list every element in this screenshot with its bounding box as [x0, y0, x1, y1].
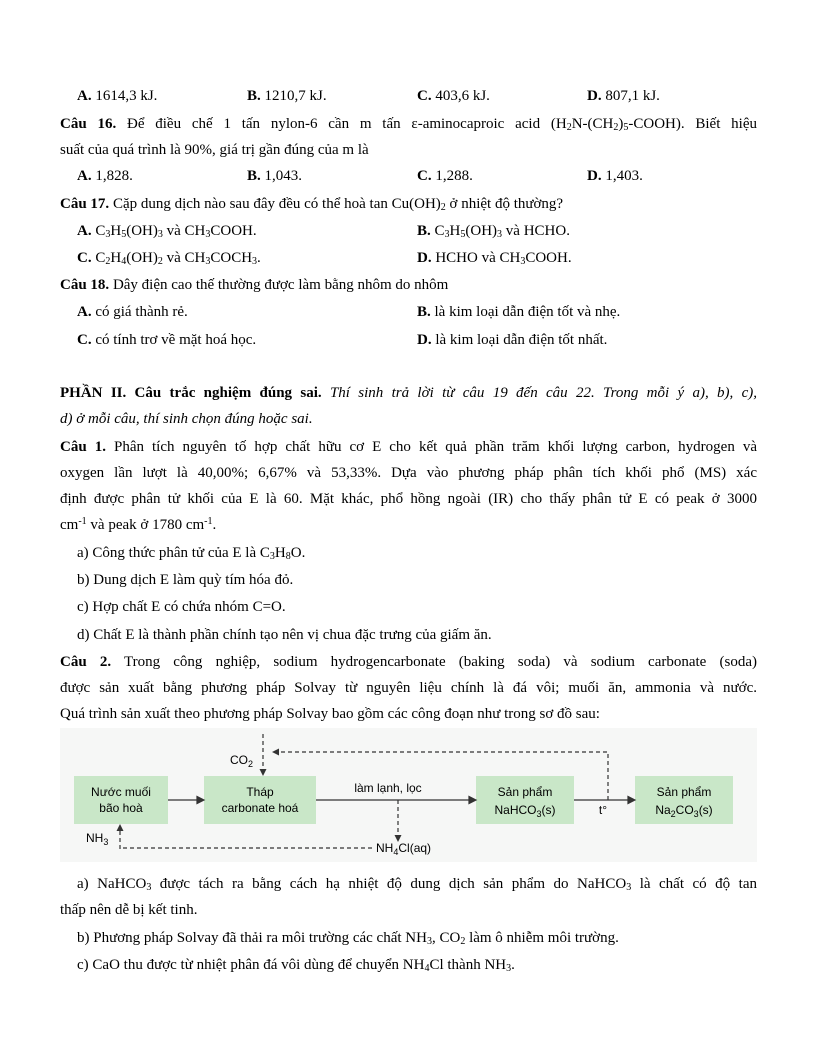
p1-line2: oxygen lần lượt là 40,00%; 6,67% và 53,33%. Dựa vào phương pháp phân tích khối phổ (MS) xác — [60, 465, 757, 481]
box-carbonation-tower — [204, 776, 316, 824]
p1-statement-a: a) Công thức phân tử của E là $C_3H_8O$. — [77, 545, 306, 562]
box1-label-2: bão hoà — [99, 801, 143, 815]
q17-stem: Câu 17. Cặp dung dịch nào sau đây đều có thể hoà $\tan Cu(OH)_2$ ở nhiệt độ thường? — [60, 196, 564, 213]
q17-option-b: B. $C_3H_5(OH)_3$ và HCHO. — [417, 223, 570, 240]
part2-heading: PHẦN II. Câu trắc nghiệm đúng sai. Thí sinh trả lời từ câu 19 đến câu 22. Trong mỗi ý a), b), c), — [60, 385, 757, 401]
q18-stem: Câu 18. Dây điện cao thế thường được làm bằng nhôm do nhôm — [60, 277, 449, 293]
co2-label: $CO_2$ — [230, 753, 254, 769]
p1-statement-c: c) Hợp chất E có chứa nhóm C=O. — [77, 599, 286, 615]
q16-stem-line2: suất của quá trình là 90%, giá trị gần đúng của m là — [60, 142, 369, 158]
box2-label-1: Tháp — [246, 785, 274, 799]
p1-statement-b: b) Dung dịch E làm quỳ tím hóa đỏ. — [77, 572, 294, 588]
p1-line1: Câu 1. Phân tích nguyên tố hợp chất hữu cơ E cho kết quả phần trăm khối lượng carbon, hydrogen và — [60, 439, 758, 455]
p2-statement-c: c) CaO thu được từ nhiệt phân đá vôi dùng để chuyển $NH_4Cl$ thành $NH_3$. — [77, 957, 515, 974]
box4-label-1: Sản phẩm — [656, 785, 712, 799]
q18-option-d: D. là kim loại dẫn điện tốt nhất. — [417, 332, 608, 348]
q17-option-c: C. $C_2H_4(OH)_2$ và $CH_3COCH_3$. — [77, 250, 261, 267]
p2-line2: được sản xuất bằng phương pháp Solvay từ nguyên liệu chính là đá vôi; muối ăn, ammonia và nước. — [60, 680, 757, 696]
p2-statement-a-line1: a) NaHCO$_3$ được tách ra bằng cách hạ nhiệt độ dung dịch sản phẩm do NaHCO$_3$ là chất có độ tan — [77, 876, 757, 893]
box3-label-2: NaHCO$_3$(s) — [494, 803, 556, 819]
p2-statement-b: b) Phương pháp Solvay đã thải ra môi trường các chất $NH_3$, $CO_2$ làm ô nhiễm môi trường. — [77, 930, 619, 947]
part2-instructions: d) ở mỗi câu, thí sinh chọn đúng hoặc sai. — [60, 411, 313, 427]
q17-option-a: A. $C_3H_5(OH)_3$ và $CH_3COOH$. — [77, 223, 257, 240]
q15-option-c: C. 403,6 kJ. — [417, 88, 490, 104]
p2-line3: Quá trình sản xuất theo phương pháp Solvay bao gồm các công đoạn như trong sơ đồ sau: — [60, 706, 600, 722]
p1-line3: định được phân tử khối của E là 60. Mặt khác, phổ hồng ngoài (IR) cho thấy phân tử E có peak ở 3000 — [60, 491, 757, 507]
q16-option-d: D. 1,403. — [587, 168, 643, 184]
q18-option-b: B. là kim loại dẫn điện tốt và nhẹ. — [417, 304, 621, 320]
p2-line1: Câu 2. Trong công nghiệp, sodium hydrogencarbonate (baking soda) và sodium carbonate (soda) — [60, 654, 757, 670]
q18-option-c: C. có tính trơ về mặt hoá học. — [77, 332, 257, 348]
q17-option-d: D. HCHO và $CH_3COOH$. — [417, 250, 572, 267]
p1-line4: $cm^{-1}$ và peak ở 1780 $cm^{-1}$. — [60, 516, 217, 533]
box3-label-1: Sản phẩm — [497, 785, 553, 799]
box1-label-1: Nước muối — [91, 785, 151, 799]
q16-option-b: B. 1,043. — [247, 168, 303, 184]
q16-option-a: A. 1,828. — [77, 168, 133, 184]
box-saturated-brine — [74, 776, 168, 824]
q16-option-c: C. 1,288. — [417, 168, 473, 184]
nh3-label: $NH_3$ — [86, 831, 109, 847]
box4-label-2: $Na_2CO_3(s)$ — [655, 803, 713, 819]
q15-option-b: B. 1210,7 kJ. — [247, 88, 327, 104]
q18-option-a: A. có giá thành rẻ. — [77, 304, 188, 320]
q16-stem-line1: Câu 16. Để điều chế 1 tấn nylon-6 cần m tấn ε-aminocaproic acid $(H_2N-(CH_2)_5-COOH)$. Biết hiệu — [60, 116, 757, 133]
nh4cl-label: $NH_4Cl(aq)$ — [376, 841, 432, 857]
arrow-label-cool-filter: làm lạnh, lọc — [354, 781, 422, 795]
box2-label-2: carbonate hoá — [221, 801, 299, 815]
q15-option-d: D. 807,1 kJ. — [587, 88, 660, 104]
solvay-process-diagram — [60, 728, 757, 862]
p2-statement-a-line2: thấp nên dễ bị kết tinh. — [60, 902, 198, 918]
p1-statement-d: d) Chất E là thành phần chính tạo nên vị chua đặc trưng của giấm ăn. — [77, 627, 492, 643]
q15-option-a: A. 1614,3 kJ. — [77, 88, 158, 104]
heat-label: t° — [598, 803, 608, 817]
